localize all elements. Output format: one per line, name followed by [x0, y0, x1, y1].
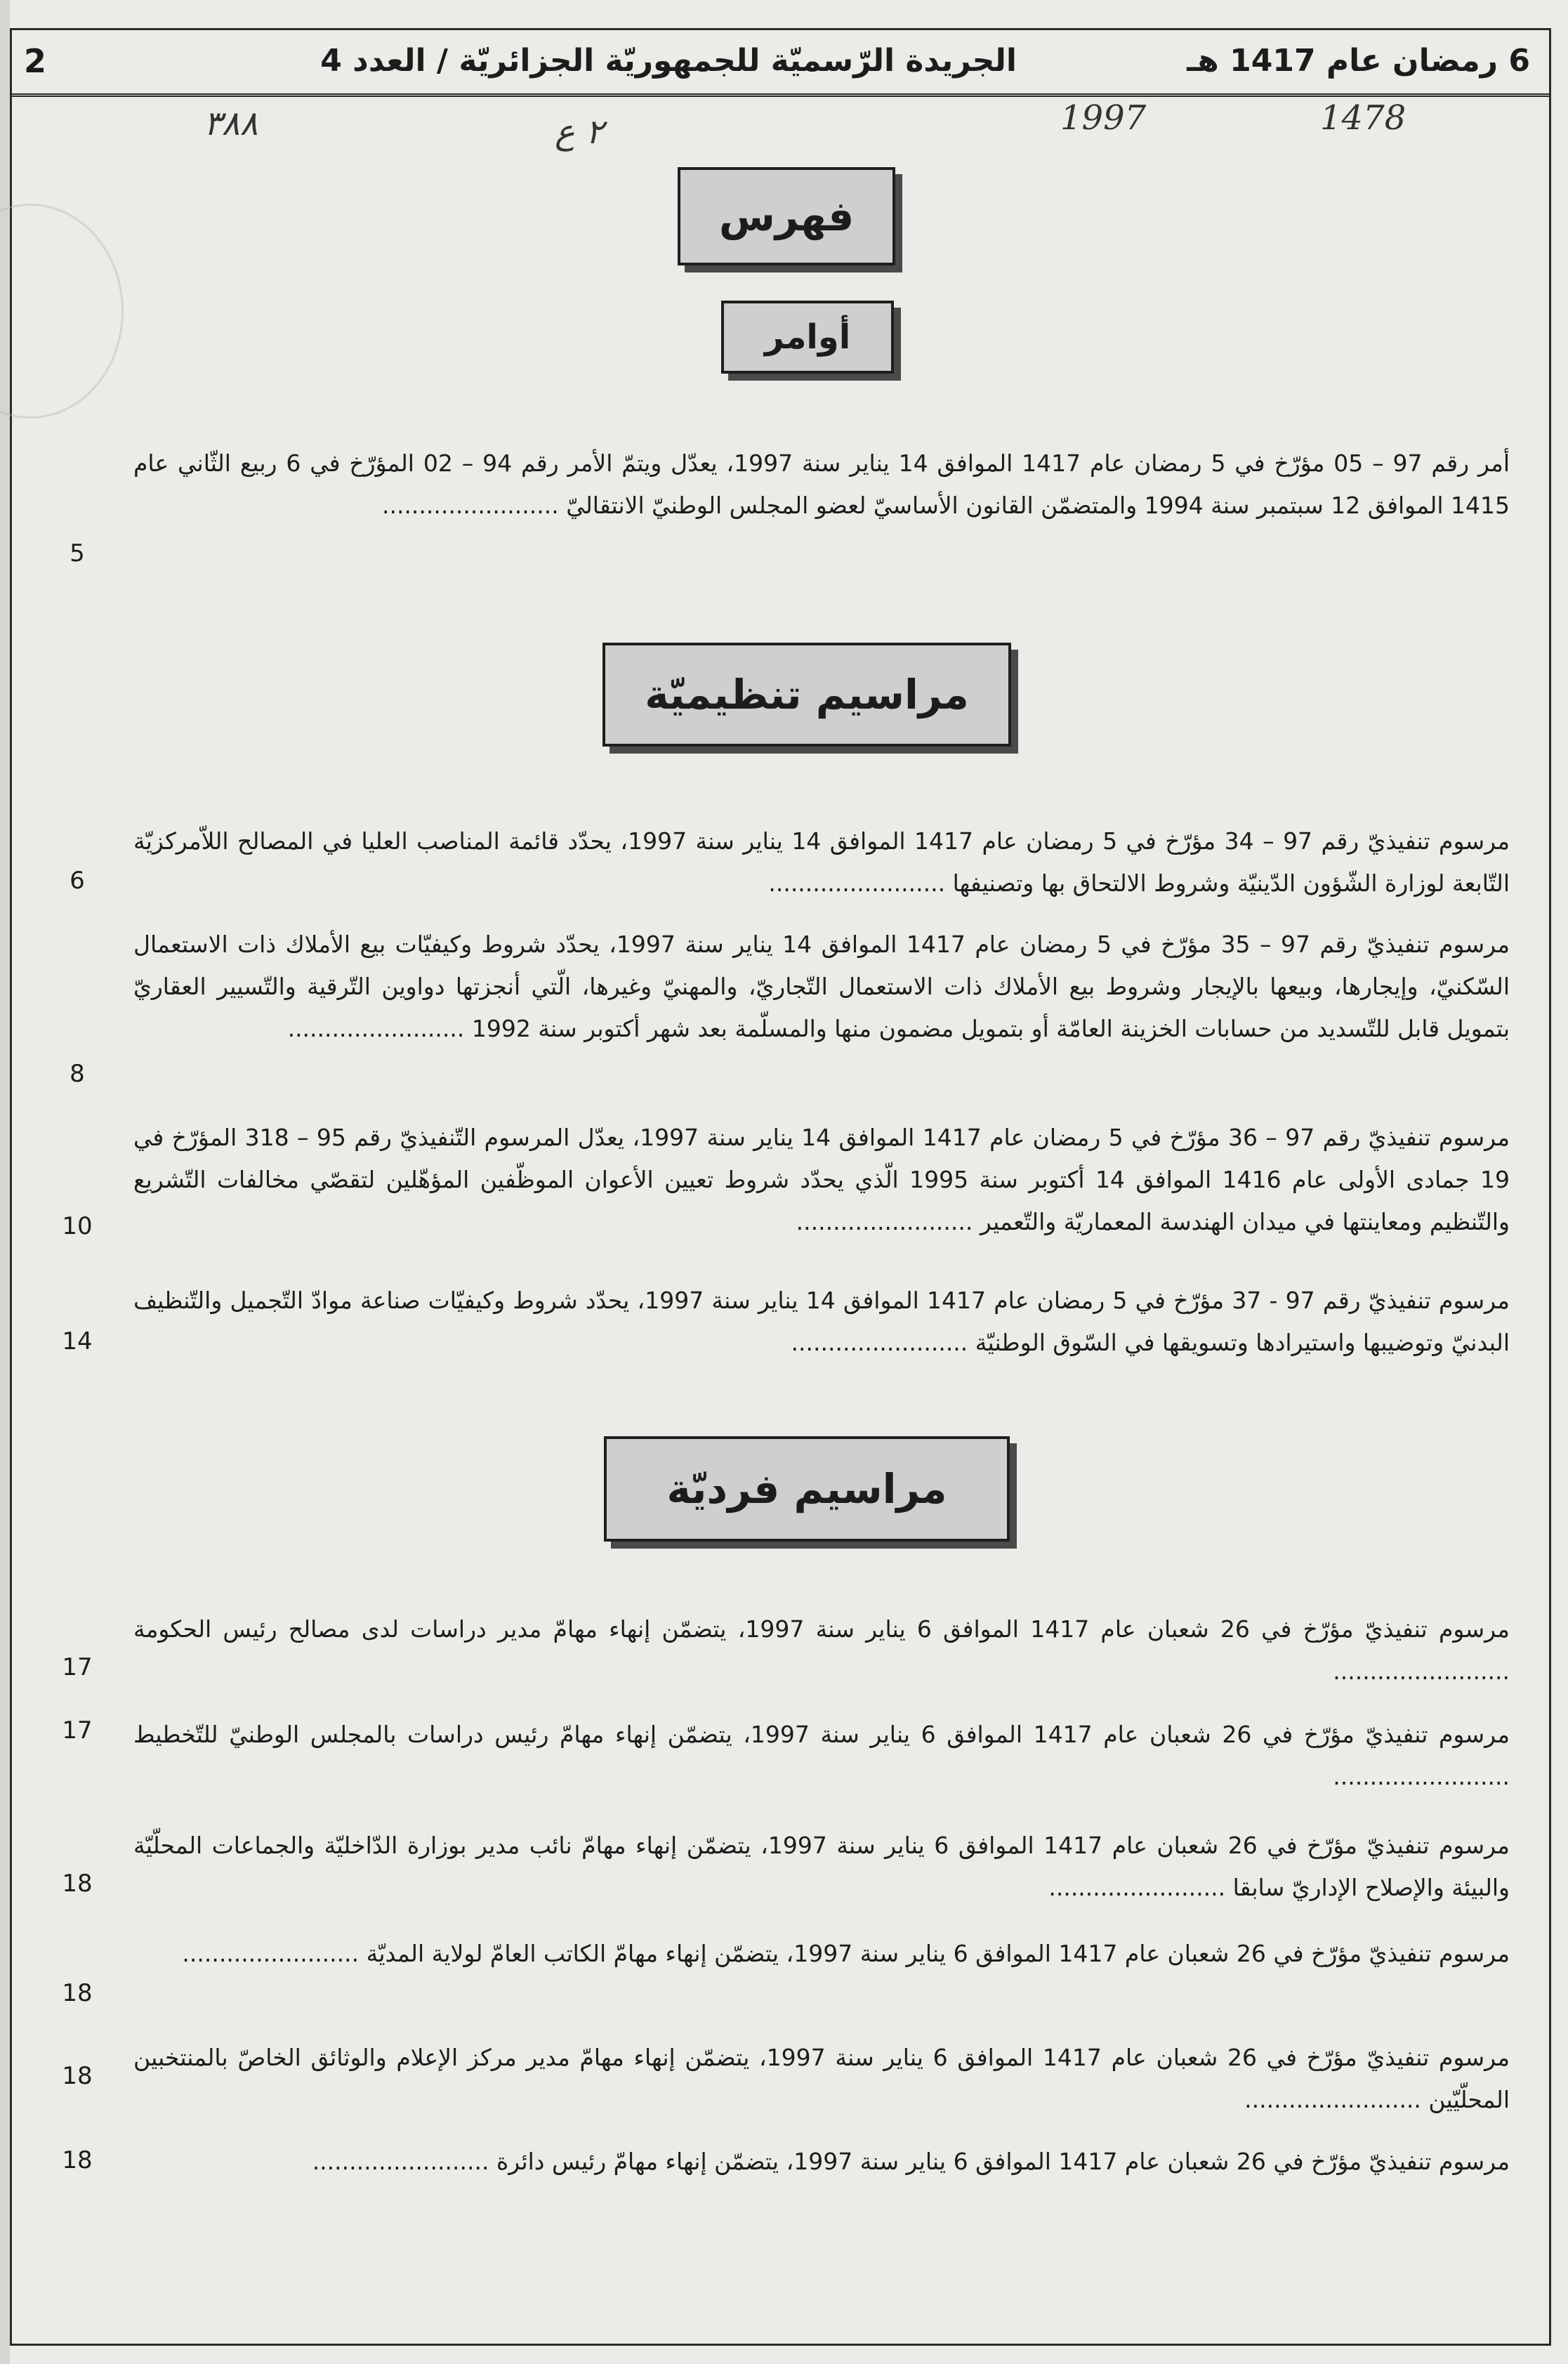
decree-page: 17 [62, 1716, 93, 1745]
orders-title-box [721, 301, 894, 374]
gazette-header [10, 28, 1551, 97]
decree-page: 18 [62, 2062, 93, 2090]
decree-page: 18 [62, 1979, 93, 2007]
decree-page: 17 [62, 1653, 93, 1681]
handwritten-note-left: ٣٨٨ [204, 104, 258, 143]
decree-entry: مرسوم تنفيذيّ مؤرّخ في 26 شعبان عام 1417 الموافق 6 يناير سنة 1997، يتضمّن إنهاء مهامّ الكاتب العامّ لولاية المديّة ........................ 18 [42, 1933, 1531, 2021]
decree-page: 18 [62, 2146, 93, 2174]
individual-title: مراسيم فرديّة [666, 1465, 947, 1513]
decree-entry: مرسوم تنفيذيّ رقم 97 – 35 مؤرّخ في 5 رمضان عام 1417 الموافق 14 يناير سنة 1997، يحدّد شروط وكيفيّات بيع الأملاك ذات الاستعمال السّكنيّ، وإيجارها، وبيعها بالإيجار وشروط بيع الأملاك ذات الاستعمال التّجاريّ، والمهنيّ وغيرها، الّتي أنجزتها دواوين التّرقية والتّسيير العقاريّ بتمويل قابل للتّسديد من حسابات الخزينة العامّة أو بتمويل مضمون منها والمسلّمة بعد شهر أكتوبر سنة 1992 ........................ 8 [42, 924, 1531, 1106]
decree-entry: مرسوم تنفيذيّ مؤرّخ في 26 شعبان عام 1417 الموافق 6 يناير سنة 1997، يتضمّن إنهاء مهامّ مدير مركز الإعلام والوثائق الخاصّ بالمنتخبين المحلّيّين ........................ 18 [42, 2037, 1531, 2125]
orders-title: أوامر [764, 317, 851, 357]
decree-entry: مرسوم تنفيذيّ مؤرّخ في 26 شعبان عام 1417 الموافق 6 يناير سنة 1997، يتضمّن إنهاء مهامّ مدير دراسات لدى مصالح رئيس الحكومة ........................ 17 [42, 1608, 1531, 1696]
individual-title-box [604, 1436, 1010, 1542]
handwritten-note-middle: ٢ ع [555, 112, 604, 152]
index-title-box [678, 167, 895, 265]
decree-page: 10 [62, 1212, 93, 1240]
order-page: 5 [70, 539, 85, 567]
executive-title: مراسيم تنظيميّة [645, 671, 969, 718]
decree-entry: مرسوم تنفيذيّ رقم 97 - 37 مؤرّخ في 5 رمضان عام 1417 الموافق 14 يناير سنة 1997، يحدّد شروط وكيفيّات صناعة موادّ التّجميل والتّنظيف البدنيّ وتوضيبها واستيرادها وتسويقها في السّوق الوطنيّة ........................ 14 [42, 1280, 1531, 1371]
page-number: 2 [24, 41, 47, 80]
decree-entry: مرسوم تنفيذيّ رقم 97 – 34 مؤرّخ في 5 رمضان عام 1417 الموافق 14 يناير سنة 1997، يحدّد قائمة المناصب العليا في المصالح اللاّمركزيّة التّابعة لوزارة الشّؤون الدّينيّة وشروط الالتحاق بها وتصنيفها ........................ 6 [42, 820, 1531, 912]
decree-entry: مرسوم تنفيذيّ مؤرّخ في 26 شعبان عام 1417 الموافق 6 يناير سنة 1997، يتضمّن إنهاء مهامّ رئيس دائرة ........................ 18 [42, 2141, 1531, 2190]
decree-entry: مرسوم تنفيذيّ مؤرّخ في 26 شعبان عام 1417 الموافق 6 يناير سنة 1997، يتضمّن إنهاء مهامّ نائب مدير بوزارة الدّاخليّة والجماعات المحلّيّة والبيئة والإصلاح الإداريّ سابقا ........................ 18 [42, 1825, 1531, 1912]
executive-title-box [602, 643, 1011, 747]
order-entry [42, 442, 1531, 583]
decree-entry: مرسوم تنفيذيّ رقم 97 – 36 مؤرّخ في 5 رمضان عام 1417 الموافق 14 يناير سنة 1997، يعدّل المرسوم التّنفيذيّ رقم 95 – 318 المؤرّخ في 19 جمادى الأولى عام 1416 الموافق 14 أكتوبر سنة 1995 الّذي يحدّد شروط تعيين الأعوان الموظّفين المؤهّلين لتقصّي مخالفات التّشريع والتّنظيم ومعاينتها في ميدان الهندسة المعماريّة والتّعمير ........................ 10 [42, 1117, 1531, 1257]
gazette-title: الجريدة الرّسميّة للجمهوريّة الجزائريّة / العدد 4 [320, 43, 1017, 79]
decree-page: 14 [62, 1327, 93, 1355]
issue-date: 6 رمضان عام 1417 هـ [1187, 43, 1530, 79]
decree-page: 8 [70, 1060, 85, 1088]
decree-page: 6 [70, 867, 85, 895]
handwritten-number: 1478 [1320, 98, 1406, 138]
decree-page: 18 [62, 1870, 93, 1898]
order-text: أمر رقم 97 – 05 مؤرّخ في 5 رمضان عام 1417 الموافق 14 يناير سنة 1997، يعدّل ويتمّ الأمر رقم 94 – 02 المؤرّخ في 6 ربيع الثّاني عام 1415 الموافق 12 سبتمبر سنة 1994 والمتضمّن القانون الأساسيّ لعضو المجلس الوطنيّ الانتقاليّ ........................ [133, 449, 1510, 519]
index-title: فهرس [718, 192, 855, 240]
decree-entry: مرسوم تنفيذيّ مؤرّخ في 26 شعبان عام 1417 الموافق 6 يناير سنة 1997، يتضمّن إنهاء مهامّ رئيس دراسات بالمجلس الوطنيّ للتّخطيط ........................ 17 [42, 1714, 1531, 1801]
handwritten-year: 1997 [1060, 98, 1147, 138]
